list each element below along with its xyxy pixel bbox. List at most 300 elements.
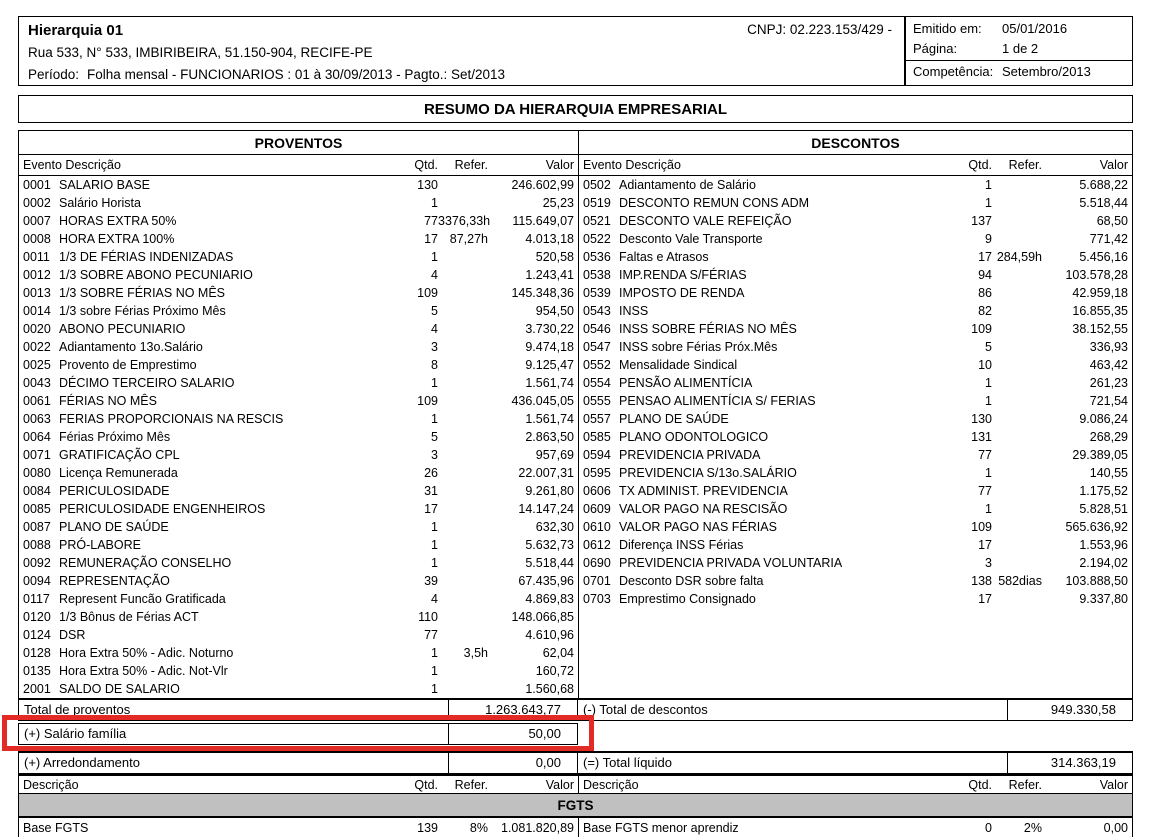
base-fgts-cell <box>19 818 579 837</box>
event-code: 0064 <box>23 430 51 444</box>
event-description: PENSAO ALIMENTÍCIA S/ FERIAS <box>619 394 816 408</box>
event-description: PREVIDENCIA PRIVADA <box>619 448 761 462</box>
cnpj: CNPJ: 02.223.153/429 - <box>747 22 892 37</box>
event-description: VALOR PAGO NAS FÉRIAS <box>619 520 777 534</box>
event-description: IMPOSTO DE RENDA <box>619 286 745 300</box>
table-row <box>579 284 1132 302</box>
event-code: 0502 <box>583 178 611 192</box>
table-row <box>579 230 1132 248</box>
event-description: HORAS EXTRA 50% <box>59 214 177 228</box>
table-row <box>19 302 578 320</box>
base-fgts-aprendiz-valor: 0,00 <box>1103 820 1128 835</box>
event-code: 0128 <box>23 646 51 660</box>
salario-familia-label: (+) Salário família <box>19 724 449 744</box>
event-valor: 1.560,68 <box>525 682 574 696</box>
event-code: 0080 <box>23 466 51 480</box>
event-code: 0552 <box>583 358 611 372</box>
base-fgts-refer: 8% <box>469 820 488 835</box>
total-liquido-label: (=) Total líquido <box>578 753 1008 773</box>
event-code: 0087 <box>23 520 51 534</box>
event-valor: 2.194,02 <box>1079 556 1128 570</box>
table-row <box>579 518 1132 536</box>
event-valor: 29.389,05 <box>1072 448 1128 462</box>
total-proventos-value: 1.263.643,77 <box>485 702 561 717</box>
event-description: IMP.RENDA S/FÉRIAS <box>619 268 747 282</box>
event-code: 0011 <box>23 250 50 264</box>
table-row <box>579 302 1132 320</box>
company-info-box <box>18 16 905 86</box>
table-row <box>579 176 1132 194</box>
table-row <box>19 482 578 500</box>
table-row <box>579 536 1132 554</box>
table-row <box>579 500 1132 518</box>
event-valor: 5.632,73 <box>525 538 574 552</box>
event-code: 0088 <box>23 538 51 552</box>
table-row <box>19 500 578 518</box>
col-qtd: Qtd. <box>414 158 438 172</box>
event-refer: 582dias <box>998 574 1042 588</box>
descontos-header: DESCONTOS <box>811 134 900 151</box>
report-title: RESUMO DA HIERARQUIA EMPRESARIAL <box>423 100 728 118</box>
event-qtd: 1 <box>431 646 438 660</box>
event-code: 0020 <box>23 322 51 336</box>
event-description: Mensalidade Sindical <box>619 358 738 372</box>
event-description: SALDO DE SALARIO <box>59 682 180 696</box>
event-valor: 160,72 <box>535 664 574 678</box>
event-qtd: 8 <box>431 358 438 372</box>
event-description: Provento de Emprestimo <box>59 358 197 372</box>
event-qtd: 5 <box>431 430 438 444</box>
event-valor: 771,42 <box>1089 232 1128 246</box>
event-description: Represent Funcão Gratificada <box>59 592 226 606</box>
page-value: 1 de 2 <box>1002 41 1039 56</box>
event-valor: 145.348,36 <box>511 286 574 300</box>
event-qtd: 4 <box>431 322 438 336</box>
event-code: 0594 <box>583 448 611 462</box>
event-code: 0124 <box>23 628 51 642</box>
salario-familia-value: 50,00 <box>528 726 561 741</box>
event-code: 0612 <box>583 538 611 552</box>
proventos-rows <box>19 176 579 698</box>
col-qtd: Qtd. <box>968 777 992 792</box>
event-valor: 9.474,18 <box>525 340 574 354</box>
event-refer: 3376,33h <box>438 214 491 228</box>
event-qtd: 1 <box>431 682 438 696</box>
event-description: Licença Remunerada <box>59 466 178 480</box>
table-row <box>579 248 1132 266</box>
proventos-header: PROVENTOS <box>19 131 579 154</box>
event-code: 0585 <box>583 430 611 444</box>
event-qtd: 77 <box>424 628 438 642</box>
event-valor: 954,50 <box>535 304 574 318</box>
table-body <box>19 176 1132 698</box>
event-description: Hora Extra 50% - Adic. Not-Vlr <box>59 664 228 678</box>
event-qtd: 17 <box>424 502 438 516</box>
event-description: GRATIFICAÇÃO CPL <box>59 448 180 462</box>
event-code: 0536 <box>583 250 611 264</box>
event-description: HORA EXTRA 100% <box>59 232 175 246</box>
company-address: Rua 533, N° 533, IMBIRIBEIRA, 51.150-904, RECIFE-PE <box>28 45 373 60</box>
event-valor: 140,55 <box>1089 466 1128 480</box>
event-qtd: 17 <box>978 250 992 264</box>
event-code: 0014 <box>23 304 51 318</box>
event-code: 0606 <box>583 484 611 498</box>
total-descontos-cell <box>578 698 1133 721</box>
event-valor: 5.518,44 <box>1079 196 1128 210</box>
event-code: 0555 <box>583 394 611 408</box>
event-code: 0007 <box>23 214 51 228</box>
descontos-rows <box>579 176 1132 698</box>
event-qtd: 94 <box>978 268 992 282</box>
event-qtd: 4 <box>431 592 438 606</box>
table-row <box>19 284 578 302</box>
event-code: 0071 <box>23 448 51 462</box>
event-description: PERICULOSIDADE ENGENHEIROS <box>59 502 266 516</box>
total-descontos-value: 949.330,58 <box>1050 702 1116 717</box>
competence-block <box>906 61 1132 83</box>
event-valor: 5.518,44 <box>525 556 574 570</box>
event-refer: 87,27h <box>449 232 488 246</box>
event-description: Desconto DSR sobre falta <box>619 574 764 588</box>
event-qtd: 5 <box>985 340 992 354</box>
event-description: 1/3 SOBRE FÉRIAS NO MÊS <box>59 286 226 300</box>
event-qtd: 26 <box>424 466 438 480</box>
arredondamento-value: 0,00 <box>535 755 561 770</box>
col-valor: Valor <box>545 158 574 172</box>
table-row <box>19 212 578 230</box>
event-description: PERICULOSIDADE <box>59 484 170 498</box>
event-description: VALOR PAGO NA RESCISÃO <box>619 502 788 516</box>
event-description: Adiantamento 13o.Salário <box>59 340 203 354</box>
col-descricao: Descrição <box>23 777 79 792</box>
event-qtd: 4 <box>431 268 438 282</box>
event-description: 1/3 sobre Férias Próximo Mês <box>59 304 226 318</box>
col-evento-descricao: Evento Descrição <box>583 158 681 172</box>
competence-value: Setembro/2013 <box>1002 64 1091 79</box>
table-row <box>579 464 1132 482</box>
column-header-row <box>19 155 1132 176</box>
total-descontos-label: (-) Total de descontos <box>578 700 1008 720</box>
event-valor: 22.007,31 <box>518 466 574 480</box>
event-description: SALARIO BASE <box>59 178 151 192</box>
table-row <box>19 374 578 392</box>
event-code: 0001 <box>23 178 51 192</box>
event-description: TX ADMINIST. PREVIDENCIA <box>619 484 788 498</box>
event-description: FÉRIAS NO MÊS <box>59 394 157 408</box>
event-code: 0554 <box>583 376 611 390</box>
table-row <box>579 320 1132 338</box>
event-description: INSS sobre Férias Próx.Mês <box>619 340 778 354</box>
event-qtd: 109 <box>417 394 438 408</box>
event-qtd: 130 <box>971 412 992 426</box>
base-fgts-aprendiz-cell <box>579 818 1132 837</box>
event-qtd: 137 <box>971 214 992 228</box>
event-code: 0690 <box>583 556 611 570</box>
table-row <box>579 554 1132 572</box>
table-row <box>19 464 578 482</box>
event-code: 0008 <box>23 232 51 246</box>
event-description: PLANO DE SAÚDE <box>619 412 729 426</box>
event-description: DSR <box>59 628 86 642</box>
event-valor: 68,50 <box>1096 214 1128 228</box>
col-refer: Refer. <box>454 777 488 792</box>
base-fgts-aprendiz-refer: 2% <box>1023 820 1042 835</box>
event-valor: 67.435,96 <box>518 574 574 588</box>
table-row <box>579 356 1132 374</box>
event-valor: 103.578,28 <box>1065 268 1128 282</box>
event-code: 2001 <box>23 682 51 696</box>
event-qtd: 82 <box>978 304 992 318</box>
event-description: PLANO ODONTOLOGICO <box>619 430 769 444</box>
event-qtd: 1 <box>985 196 992 210</box>
event-qtd: 3 <box>431 340 438 354</box>
col-valor: Valor <box>1099 777 1128 792</box>
event-description: PLANO DE SAÚDE <box>59 520 169 534</box>
event-description: PREVIDENCIA S/13o.SALÁRIO <box>619 466 797 480</box>
event-valor: 957,69 <box>535 448 574 462</box>
event-qtd: 1 <box>985 466 992 480</box>
fgts-data-row <box>18 817 1133 837</box>
event-description: 1/3 SOBRE ABONO PECUNIARIO <box>59 268 253 282</box>
base-fgts-aprendiz-qtd: 0 <box>985 820 992 835</box>
base-fgts-label: Base FGTS <box>23 820 89 835</box>
event-code: 0595 <box>583 466 611 480</box>
event-description: Diferença INSS Férias <box>619 538 744 552</box>
event-code: 0094 <box>23 574 51 588</box>
event-qtd: 109 <box>971 322 992 336</box>
event-valor: 9.086,24 <box>1079 412 1128 426</box>
event-valor: 9.337,80 <box>1079 592 1128 606</box>
event-qtd: 17 <box>424 232 438 246</box>
event-valor: 1.243,41 <box>525 268 574 282</box>
event-code: 0135 <box>23 664 51 678</box>
emitted-row <box>906 19 1132 39</box>
event-code: 0120 <box>23 610 51 624</box>
event-valor: 268,29 <box>1089 430 1128 444</box>
salario-familia-cell <box>18 723 578 745</box>
event-valor: 632,30 <box>535 520 574 534</box>
event-valor: 246.602,99 <box>511 178 574 192</box>
report-header <box>18 16 1133 86</box>
col-refer: Refer. <box>454 158 488 172</box>
base-fgts-valor: 1.081.820,89 <box>501 820 574 835</box>
event-qtd: 77 <box>424 214 438 228</box>
event-qtd: 3 <box>985 556 992 570</box>
table-row <box>579 590 1132 608</box>
event-description: REPRESENTAÇÃO <box>59 574 170 588</box>
event-qtd: 1 <box>431 250 438 264</box>
col-evento-descricao: Evento Descrição <box>23 158 121 172</box>
event-description: 1/3 DE FÉRIAS INDENIZADAS <box>59 250 234 264</box>
table-row <box>19 680 578 698</box>
emitted-label: Emitido em: <box>913 21 982 36</box>
event-qtd: 138 <box>971 574 992 588</box>
event-code: 0547 <box>583 340 611 354</box>
event-description: DESCONTO REMUN CONS ADM <box>619 196 810 210</box>
event-refer: 3,5h <box>463 646 488 660</box>
event-code: 0609 <box>583 502 611 516</box>
table-row <box>19 590 578 608</box>
event-description: ABONO PECUNIARIO <box>59 322 186 336</box>
total-proventos-label: Total de proventos <box>19 700 449 720</box>
event-code: 0557 <box>583 412 611 426</box>
event-valor: 148.066,85 <box>511 610 574 624</box>
event-code: 0610 <box>583 520 611 534</box>
fgts-left-column-headers <box>19 776 579 793</box>
event-description: REMUNERAÇÃO CONSELHO <box>59 556 232 570</box>
event-description: INSS SOBRE FÉRIAS NO MÊS <box>619 322 797 336</box>
event-valor: 5.456,16 <box>1079 250 1128 264</box>
table-row <box>579 410 1132 428</box>
emission-info-box <box>905 16 1133 86</box>
event-description: 1/3 Bônus de Férias ACT <box>59 610 199 624</box>
event-valor: 115.649,07 <box>512 214 574 228</box>
table-row <box>19 266 578 284</box>
fgts-title: FGTS <box>557 797 594 813</box>
event-code: 0538 <box>583 268 611 282</box>
table-row <box>579 212 1132 230</box>
period-line <box>28 64 896 86</box>
table-row <box>19 428 578 446</box>
arredondamento-cell <box>18 751 578 774</box>
table-row <box>579 428 1132 446</box>
event-valor: 721,54 <box>1089 394 1128 408</box>
event-valor: 14.147,24 <box>518 502 574 516</box>
table-row <box>19 392 578 410</box>
totals-row <box>18 698 1133 721</box>
total-proventos-cell <box>18 698 578 721</box>
table-row <box>19 248 578 266</box>
col-qtd: Qtd. <box>968 158 992 172</box>
event-qtd: 1 <box>431 520 438 534</box>
table-row <box>19 572 578 590</box>
event-code: 0012 <box>23 268 51 282</box>
table-row <box>579 374 1132 392</box>
event-qtd: 10 <box>978 358 992 372</box>
event-code: 0521 <box>583 214 611 228</box>
event-description: PRÓ-LABORE <box>59 538 141 552</box>
table-row <box>19 446 578 464</box>
competence-label: Competência: <box>913 64 994 79</box>
event-qtd: 109 <box>971 520 992 534</box>
event-description: Desconto Vale Transporte <box>619 232 763 246</box>
event-qtd: 1 <box>431 538 438 552</box>
event-valor: 463,42 <box>1089 358 1128 372</box>
event-qtd: 130 <box>417 178 438 192</box>
event-valor: 62,04 <box>542 646 574 660</box>
event-description: PENSÃO ALIMENTÍCIA <box>619 376 753 390</box>
emitted-value: 05/01/2016 <box>1002 21 1068 36</box>
event-code: 0002 <box>23 196 51 210</box>
total-liquido-cell <box>578 751 1133 774</box>
event-valor: 261,23 <box>1089 376 1128 390</box>
event-qtd: 1 <box>431 556 438 570</box>
event-valor: 5.828,51 <box>1079 502 1128 516</box>
table-row <box>19 356 578 374</box>
event-description: Faltas e Atrasos <box>619 250 709 264</box>
event-description: DESCONTO VALE REFEIÇÃO <box>619 214 792 228</box>
event-valor: 38.152,55 <box>1072 322 1128 336</box>
period-label: Período: <box>28 67 80 82</box>
arredondamento-row <box>18 751 1133 774</box>
event-valor: 520,58 <box>535 250 574 264</box>
event-code: 0013 <box>23 286 51 300</box>
event-description: Adiantamento de Salário <box>619 178 756 192</box>
event-code: 0546 <box>583 322 611 336</box>
event-qtd: 1 <box>985 178 992 192</box>
event-qtd: 17 <box>978 538 992 552</box>
event-qtd: 1 <box>431 196 438 210</box>
table-row <box>579 446 1132 464</box>
event-valor: 4.013,18 <box>525 232 574 246</box>
event-valor: 1.561,74 <box>525 376 574 390</box>
table-row <box>579 338 1132 356</box>
event-qtd: 1 <box>431 664 438 678</box>
page-label: Página: <box>913 41 958 56</box>
table-row <box>19 194 578 212</box>
base-fgts-qtd: 139 <box>417 820 438 835</box>
event-qtd: 110 <box>418 610 438 624</box>
event-qtd: 1 <box>985 502 992 516</box>
event-valor: 1.561,74 <box>525 412 574 426</box>
event-qtd: 17 <box>978 592 992 606</box>
report-title-box <box>18 95 1133 123</box>
event-qtd: 77 <box>978 484 992 498</box>
table-row <box>19 320 578 338</box>
event-code: 0543 <box>583 304 611 318</box>
table-row <box>579 266 1132 284</box>
col-refer: Refer. <box>1008 777 1042 792</box>
event-description: Emprestimo Consignado <box>619 592 756 606</box>
event-code: 0043 <box>23 376 51 390</box>
event-valor: 1.175,52 <box>1079 484 1128 498</box>
fgts-banner <box>18 794 1133 817</box>
event-code: 0092 <box>23 556 51 570</box>
col-valor: Valor <box>1099 158 1128 172</box>
emission-block <box>906 17 1132 61</box>
event-code: 0022 <box>23 340 51 354</box>
table-row <box>579 572 1132 590</box>
event-qtd: 1 <box>431 412 438 426</box>
event-qtd: 1 <box>985 394 992 408</box>
table-row <box>19 410 578 428</box>
event-code: 0025 <box>23 358 51 372</box>
salario-familia-row <box>18 723 1133 745</box>
event-description: Hora Extra 50% - Adic. Noturno <box>59 646 234 660</box>
event-valor: 103.888,50 <box>1065 574 1128 588</box>
event-qtd: 77 <box>978 448 992 462</box>
fgts-right-column-headers <box>579 776 1132 793</box>
base-fgts-aprendiz-label: Base FGTS menor aprendiz <box>583 820 739 835</box>
event-valor: 4.869,83 <box>525 592 574 606</box>
event-code: 0703 <box>583 592 611 606</box>
event-qtd: 1 <box>431 376 438 390</box>
table-row <box>19 230 578 248</box>
event-code: 0084 <box>23 484 51 498</box>
event-qtd: 109 <box>417 286 438 300</box>
event-valor: 25,23 <box>542 196 574 210</box>
table-row <box>19 662 578 680</box>
event-valor: 2.863,50 <box>525 430 574 444</box>
event-valor: 16.855,35 <box>1072 304 1128 318</box>
event-valor: 4.610,96 <box>525 628 574 642</box>
table-row <box>19 626 578 644</box>
event-code: 0085 <box>23 502 51 516</box>
event-description: Férias Próximo Mês <box>59 430 171 444</box>
arredondamento-label: (+) Arredondamento <box>19 753 449 773</box>
event-valor: 1.553,96 <box>1079 538 1128 552</box>
table-row <box>19 518 578 536</box>
